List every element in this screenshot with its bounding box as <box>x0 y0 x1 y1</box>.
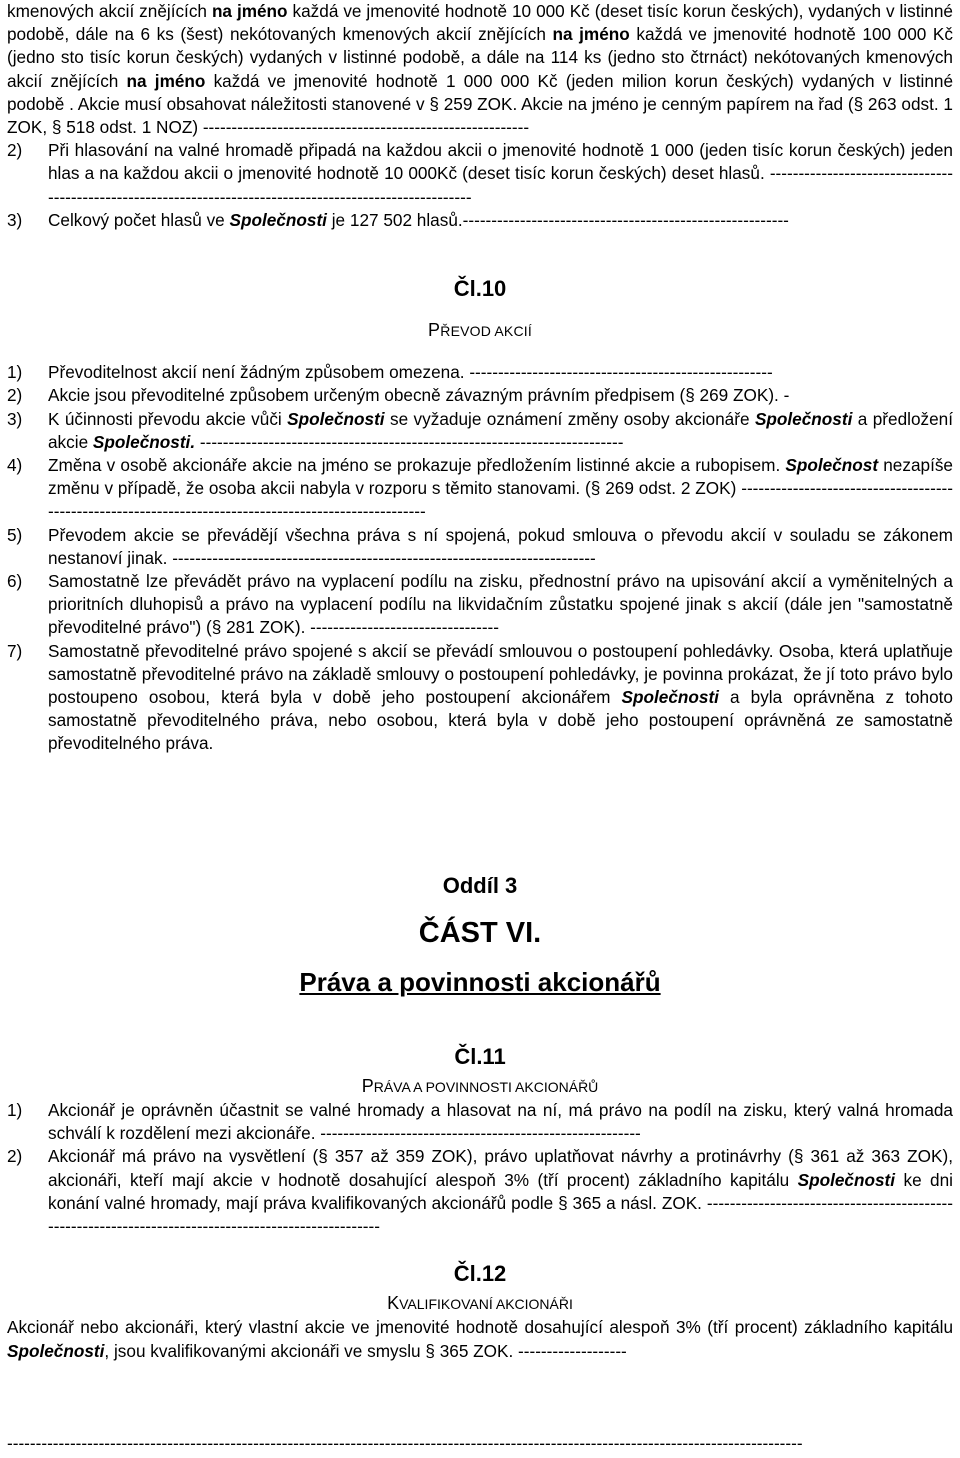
heading-initial: P <box>361 1075 374 1096</box>
heading-initial: K <box>387 1293 400 1314</box>
item-number: 3) <box>7 209 23 230</box>
company-term: Společnosti <box>797 1169 896 1190</box>
item-number: 1) <box>7 1099 23 1120</box>
item-text: Akcionář je oprávněn účastnit se valné hromady a hlasovat na ní, má právo na podíl na zisku, který valná hromada schválí k rozdělení mezi akcionáře. -------------------------------------------------------- <box>48 1099 953 1144</box>
item-text: -------------------------------------------------------------------------- <box>195 431 624 452</box>
clause-12-title: Čl.12 <box>453 1261 507 1287</box>
part-heading: ČÁST VI. <box>418 916 542 949</box>
document-page <box>7 0 953 1363</box>
item-text: se vyžaduje oznámení změny osoby akcionáře <box>384 408 755 429</box>
section-heading: Oddíl 3 <box>442 872 518 898</box>
item-text: Převodem akcie se převádějí všechna práva s ní spojená, pokud smlouva o převodu akcií v souladu se zákonem nestanoví jinak. -------------------------------------------------------------------------- <box>48 524 953 568</box>
item-number: 4) <box>7 455 23 476</box>
footer-dash-line: ------------------------------------------------------------------------------------------------------------------------------------------- <box>7 1433 803 1453</box>
item-number: 2) <box>7 140 23 161</box>
text-run: každá ve jmenovité hodnotě 10 000 Kč (deset tisíc korun českých), vydaných v listinné podobě, dále na 6 ks (šest) nekótovaných kmenových akcií znějících <box>7 1 953 45</box>
transfer-list <box>7 361 953 755</box>
text-run: každá ve jmenovité hodnotě 1 000 000 Kč (jeden milion korun českých) vydaných v listinné podobě . Akcie musí obsahovat náležitosti stanovené v § 259 ZOK. Akcie na jméno je cenným papírem na řad (§ 263 odst. 1 ZOK, § 518 odst. 1 NOZ) --------------------------------------------------------- <box>7 70 954 138</box>
item-number: 6) <box>7 571 23 592</box>
company-term: Společnosti <box>754 408 853 429</box>
item-text: K účinnosti převodu akcie vůči <box>48 408 288 429</box>
item-number: 2) <box>7 1146 23 1167</box>
list-item <box>7 1145 953 1238</box>
list-item <box>7 570 953 640</box>
item-text: nezapíše změnu v případě, že osoba akcii nabyla v rozporu s těmito stanovami. (§ 269 odst. 2 ZOK) ------------------------------------------------------------------------------------------------------- <box>48 455 953 522</box>
list-item <box>7 408 953 454</box>
text-run: Akcionář nebo akcionáři, který vlastní akcie ve jmenovité hodnotě dosahující alespoň 3% (tří procent) základního kapitálu <box>7 1317 953 1338</box>
item-text: Celkový počet hlasů ve <box>48 209 230 230</box>
item-text: Samostatně lze převádět právo na vyplacení podílu na zisku, přednostní právo na upisování akcií a vyměnitelných a prioritních dluhopisů a právo na vyplacení podílu na likvidačním zůstatku spojené jinak s akcií (dále jen "samostatně převoditelné právo") (§ 281 ZOK). --------------------------------- <box>48 571 953 638</box>
clause-10-heading <box>7 319 953 343</box>
text-run: , jsou kvalifikovanými akcionáři ve smyslu § 365 ZOK. ------------------- <box>104 1340 627 1361</box>
item-text: ke dni konání valné hromady, mají práva kvalifikovaných akcionářů podle § 365 a násl. ZOK. ----------------------------------------------------------------------------------------------------- <box>48 1169 953 1236</box>
item-text: a předložení akcie <box>48 408 954 452</box>
share-description-paragraph <box>7 0 953 139</box>
company-term: Společnost <box>785 455 879 476</box>
list-item <box>7 384 953 407</box>
item-text: Samostatně převoditelné právo spojené s akcií se převádí smlouvou o postoupení pohledávky. Osoba, která uplatňuje samostatně převoditelné právo na základě smlouvy o postoupení pohledávky, je povinna prokázat, že jí toto právo bylo postoupeno osobou, která byla v době jeho postoupení akcionářem <box>48 640 953 708</box>
bold-run: na jméno <box>211 1 288 21</box>
company-term: Společnosti <box>229 209 327 230</box>
text-run: každá ve jmenovité hodnotě 100 000 Kč (jedno sto tisíc korun českých) vydaných v listinné podobě, a dále na 114 ks (jedno sto čtrnáct) nekótovaných kmenových akcií znějících <box>7 24 953 91</box>
heading-rest: ŘEVOD AKCIÍ <box>440 323 532 340</box>
heading-rest: VALIFIKOVANÍ AKCIONÁŘI <box>399 1296 573 1313</box>
qualified-shareholders-paragraph <box>7 1316 953 1362</box>
item-text: je 127 502 hlasů.--------------------------------------------------------- <box>326 209 789 230</box>
list-item <box>7 1099 953 1145</box>
bold-run: na jméno <box>126 70 206 91</box>
text-run: kmenových akcií znějících <box>7 1 212 21</box>
company-term: Společnosti. <box>92 431 196 452</box>
bold-run: na jméno <box>552 24 630 45</box>
list-item <box>7 454 953 524</box>
list-item <box>7 524 953 570</box>
list-item <box>7 640 953 756</box>
item-text: Změna v osobě akcionáře akcie na jméno se prokazuje předložením listinné akcie a rubopisem. <box>48 455 786 476</box>
item-number: 2) <box>7 385 23 406</box>
item-text: a byla oprávněna z tohoto samostatně převoditelného práva, nebo osobou, která byla v době jeho postoupení oprávněná ze samostatně převoditelného práva. <box>48 687 953 754</box>
list-item <box>7 139 953 209</box>
company-term: Společnosti <box>7 1340 105 1361</box>
item-number: 7) <box>7 640 23 661</box>
company-term: Společnosti <box>287 408 385 429</box>
list-item <box>7 361 953 384</box>
list-item <box>7 209 953 232</box>
heading-rest: RÁVA A POVINNOSTI AKCIONÁŘŮ <box>373 1078 599 1095</box>
clause-10-title: Čl.10 <box>453 276 507 302</box>
item-text: Při hlasování na valné hromadě připadá na každou akcii o jmenovité hodnotě 1 000 (jeden tisíc korun českých) jeden hlas a na každou akcii o jmenovité hodnotě 10 000Kč (deset tisíc korun českých) deset hlasů. ---------------------------------------------------------------------------------------------------------- <box>48 140 953 207</box>
item-number: 1) <box>7 362 23 383</box>
item-number: 5) <box>7 524 23 545</box>
clause-12-heading <box>7 1292 953 1316</box>
item-text: Převoditelnost akcií není žádným způsobem omezena. ----------------------------------------------------- <box>48 362 773 383</box>
item-text: Akcie jsou převoditelné způsobem určeným obecně závazným právním předpisem (§ 269 ZOK). - <box>48 385 790 406</box>
item-text: Akcionář má právo na vysvětlení (§ 357 až 359 ZOK), právo uplatňovat návrhy a protinávrhy (§ 361 až 363 ZOK), akcionáři, kteří mají akcie v hodnotě dosahující alespoň 3% (tří procent) základního kapitálu <box>48 1146 953 1190</box>
voting-list <box>7 139 953 232</box>
heading-initial: P <box>428 320 441 341</box>
item-number: 3) <box>7 408 23 429</box>
clause-11-heading <box>7 1075 953 1099</box>
clause-11-title: Čl.11 <box>454 1043 506 1069</box>
rights-list <box>7 1099 953 1238</box>
company-term: Společnosti <box>621 687 719 708</box>
part-title: Práva a povinnosti akcionářů <box>299 966 661 997</box>
